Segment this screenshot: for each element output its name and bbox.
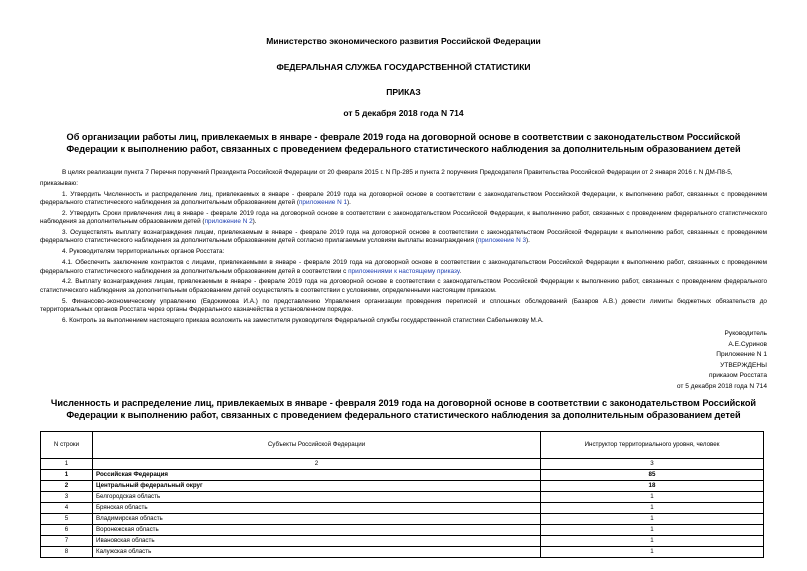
row-subject-cell: Брянская область	[93, 502, 541, 513]
service-name: ФЕДЕРАЛЬНАЯ СЛУЖБА ГОСУДАРСТВЕННОЙ СТАТИСТИКИ	[276, 62, 531, 72]
paragraph-4-2: 4.2. Выплату вознаграждения лицам, привлекаемым в январе - феврале 2019 года на договорной основе в соответствии с законодательством Российской Федерации к выполнению работ, связанных с проведением федерального статистического наблюдения за дополнительным образованием детей осуществлять в соответствии с условиями, определенными настоящим приказом.	[40, 278, 767, 294]
row-count-cell: 1	[541, 546, 764, 557]
row-subject-cell: Владимирская область	[93, 513, 541, 524]
row-subject-cell: Ивановская область	[93, 535, 541, 546]
paragraph-3-text: 3. Осуществлять выплату вознаграждения лицам, привлекаемым в январе - феврале 2019 года на договорной основе в соответствии с законодательством Российской Федерации к выполнению работ, связанных с проведением федерального статистического наблюдения за дополнительным образованием детей согласно прилагаемым условиям выплаты вознаграждения (	[40, 229, 767, 245]
paragraph-2	[40, 210, 767, 227]
paragraph-3-end: ).	[526, 237, 530, 245]
paragraph-order-word: приказываю:	[40, 179, 78, 187]
table-row	[41, 535, 764, 546]
col-number-2: 2	[93, 458, 541, 469]
signature-block	[40, 329, 767, 393]
row-count-cell: 1	[541, 524, 764, 535]
distribution-table	[40, 431, 764, 558]
paragraph-3	[40, 229, 767, 246]
appendix-date: от 5 декабря 2018 года N 714	[676, 383, 767, 391]
row-subject-cell: Российская Федерация	[93, 469, 541, 480]
paragraph-1-end: ).	[347, 199, 351, 207]
paragraph-intro: В целях реализации пункта 7 Перечня поручений Президента Российской Федерации от 20 февраля 2015 г. N Пр-285 и пункта 2 поручения Председателя Правительства Российской Федерации от 2 января 2016 г. N ДМ-П8-5,	[62, 169, 733, 176]
paragraph-2-text: 2. Утвердить Сроки привлечения лиц в январе - феврале 2019 года на договорной основе в соответствии с законодательством Российской Федерации, к выполнению работ, связанных с проведением федерального статистического наблюдения за дополнительным образованием детей (	[40, 209, 767, 226]
col-number-1: 1	[41, 458, 93, 469]
table-column-numbers-row	[41, 458, 764, 469]
row-number-cell: 6	[41, 524, 93, 535]
row-count-cell: 1	[541, 491, 764, 502]
header-instructor-count: Инструктор территориального уровня, человек	[541, 431, 764, 458]
header-row-number: N строки	[41, 431, 93, 458]
row-count-cell: 85	[541, 469, 764, 480]
paragraph-1	[40, 191, 767, 208]
paragraph-2-end: ).	[252, 218, 257, 226]
ministry-name: Министерство экономического развития Российской Федерации	[266, 36, 541, 46]
document-title: Об организации работы лиц, привлекаемых в январе - феврале 2019 года на договорной основе в соответствии с законодательством Российской Федерации к выполнению работ, связанных с проведением федерального статистического наблюдения за дополнительным образованием детей	[66, 132, 741, 154]
row-subject-cell: Белгородская область	[93, 491, 541, 502]
paragraph-4-1-end: .	[459, 267, 462, 275]
row-number-cell: 7	[41, 535, 93, 546]
appendix-title: Численность и распределение лиц, привлекаемых в январе - февраля 2019 года на договорной основе в соответствии с законодательством Российской Федерации к выполнению работ, связанных с проведением федерального статистического наблюдения за дополнительным образованием детей	[50, 397, 757, 420]
row-count-cell: 1	[541, 535, 764, 546]
link-appendix-1[interactable]: приложение N 1	[298, 199, 348, 207]
appendix-approved: УТВЕРЖДЕНЫ	[720, 361, 767, 369]
table-row	[41, 524, 764, 535]
document-type: ПРИКАЗ	[386, 87, 421, 97]
signature-name: А.Е.Суринов	[728, 340, 767, 348]
row-number-cell: 4	[41, 502, 93, 513]
row-subject-cell: Калужская область	[93, 546, 541, 557]
table-row	[41, 469, 764, 480]
row-number-cell: 2	[41, 480, 93, 491]
row-count-cell: 1	[541, 502, 764, 513]
row-subject-cell: Воронежская область	[93, 524, 541, 535]
paragraph-1-text: 1. Утвердить Численность и распределение лиц, привлекаемых в январе - феврале 2019 года на договорной основе в соответствии с законодательством Российской Федерации, к выполнению работ, связанных с проведением федерального статистического наблюдения за дополнительным образованием детей (	[40, 190, 767, 207]
header-subject: Субъекты Российской Федерации	[93, 431, 541, 458]
appendix-by-order: приказом Росстата	[709, 372, 767, 380]
paragraph-4-1	[40, 259, 767, 276]
link-appendix-2[interactable]: приложение N 2	[204, 218, 253, 226]
row-number-cell: 8	[41, 546, 93, 557]
row-number-cell: 1	[41, 469, 93, 480]
table-header-row	[41, 431, 764, 458]
table-row	[41, 491, 764, 502]
table-row	[41, 502, 764, 513]
table-row	[41, 546, 764, 557]
link-appendices[interactable]: приложениями к настоящему приказу	[348, 267, 460, 275]
paragraph-5: 5. Финансово-экономическому управлению (Евдокимова И.А.) по представлению Управления организации проведения переписей и сплошных обследований (Базаров А.В.) довести лимиты бюджетных обязательств до территориальных органов Росстата через органы Федерального казначейства в установленном порядке.	[40, 297, 767, 313]
col-number-3: 3	[541, 458, 764, 469]
row-count-cell: 1	[541, 513, 764, 524]
paragraph-4: 4. Руководителям территориальных органов Росстата:	[62, 248, 225, 256]
signature-position: Руководитель	[724, 330, 767, 338]
table-row	[41, 513, 764, 524]
row-count-cell: 18	[541, 480, 764, 491]
paragraph-6: 6. Контроль за выполнением настоящего приказа возложить на заместителя руководителя Федеральной службы государственной статистики Сабельникову М.А.	[62, 316, 544, 324]
row-subject-cell: Центральный федеральный округ	[93, 480, 541, 491]
document-date-number: от 5 декабря 2018 года N 714	[343, 108, 464, 118]
row-number-cell: 5	[41, 513, 93, 524]
appendix-label: Приложение N 1	[716, 351, 767, 359]
link-appendix-3[interactable]: приложение N 3	[477, 237, 527, 245]
paragraph-4-1-text: 4.1. Обеспечить заключение контрактов с лицами, привлекаемыми в январе - феврале 2019 года на договорной основе в соответствии с законодательством Российской Федерации к выполнению работ, связанных с проведением федерального статистического наблюдения за дополнительным образованием детей в соответствии с	[40, 259, 767, 275]
row-number-cell: 3	[41, 491, 93, 502]
table-row	[41, 480, 764, 491]
